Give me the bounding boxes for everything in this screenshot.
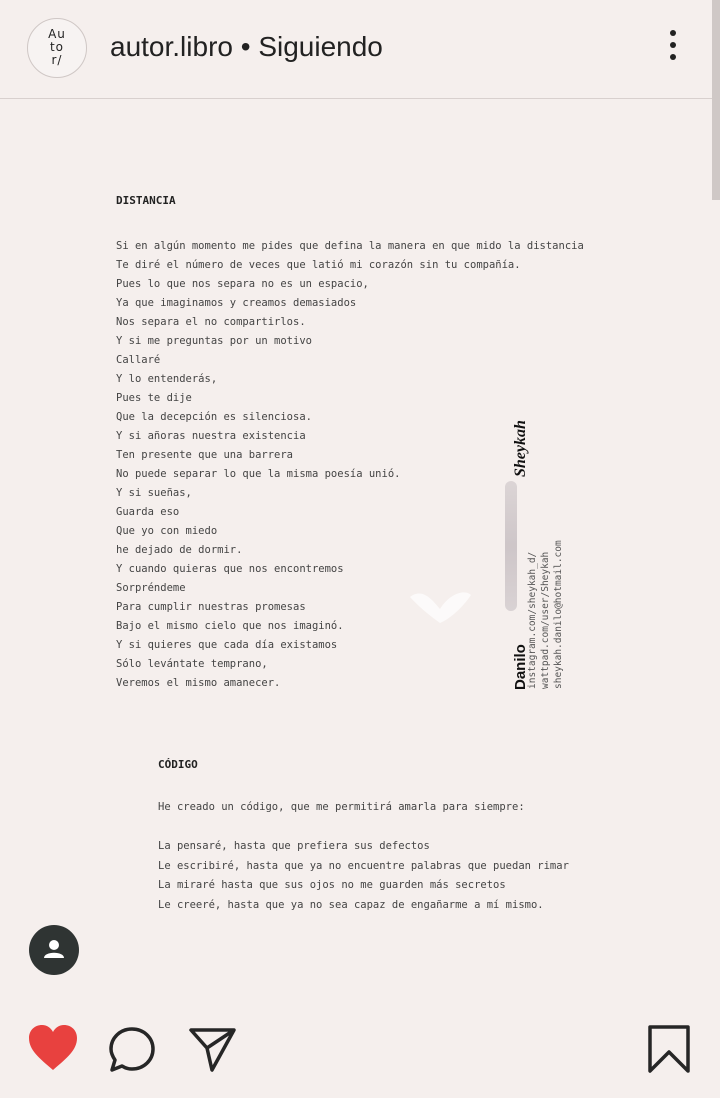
poem-line: Que la decepción es silenciosa. — [116, 411, 312, 423]
account-avatar[interactable] — [27, 18, 87, 78]
poem-line: Nos separa el no compartirlos. — [116, 316, 306, 328]
email-link: sheykah.danilo@hotmail.com — [553, 540, 564, 689]
poem-line: La pensaré, hasta que prefiera sus defectos — [158, 840, 430, 852]
poem-line: Si en algún momento me pides que defina la manera en que mido la distancia — [116, 240, 584, 252]
tagged-users-button[interactable] — [29, 925, 79, 975]
heart-icon[interactable] — [27, 1024, 79, 1077]
poem-line: Le escribiré, hasta que ya no encuentre palabras que puedan rimar — [158, 859, 569, 872]
poem-codigo — [158, 837, 569, 915]
signature-name: Danilo — [512, 644, 529, 690]
watermark-shape — [405, 585, 475, 625]
signature-links — [526, 540, 565, 689]
bookmark-icon[interactable] — [646, 1024, 692, 1079]
poem-line: Ya que imaginamos y creamos demasiados — [116, 297, 357, 309]
follow-status[interactable]: • Siguiendo — [240, 31, 383, 62]
poem-line: Sólo levántate temprano, — [116, 658, 268, 670]
poem-line: Te diré el número de veces que latió mi corazón sin tu compañía. — [116, 259, 521, 271]
avatar-line-3: r/ — [51, 53, 63, 67]
send-icon[interactable] — [188, 1026, 238, 1079]
post-image[interactable] — [0, 99, 720, 999]
poem-title-codigo: CÓDIGO — [158, 758, 198, 771]
poem-line: Y si me preguntas por un motivo — [116, 335, 312, 347]
poem-line: Y lo entenderás, — [116, 373, 218, 385]
poem-line: La miraré hasta que sus ojos no me guarden más secretos — [158, 879, 506, 891]
poem-line: Guarda eso — [116, 506, 180, 518]
poem-line: Ten presente que una barrera — [116, 449, 294, 461]
poem-line: Y si sueñas, — [116, 487, 192, 499]
poem-line: Le creeré, hasta que ya no sea capaz de engañarme a mí mismo. — [158, 898, 544, 911]
more-vertical-icon[interactable] — [666, 30, 680, 66]
poem-line: Pues te dije — [116, 392, 192, 404]
poem-line: Veremos el mismo amanecer. — [116, 677, 281, 689]
account-line — [110, 31, 383, 63]
poem-line: No puede separar lo que la misma poesía unió. — [116, 468, 401, 480]
action-bar — [0, 1000, 720, 1098]
instagram-link: instagram.com/sheykah_d/ — [527, 551, 538, 689]
avatar-line-1: Au — [48, 27, 66, 41]
blurred-region — [505, 481, 517, 611]
wattpad-link: wattpad.com/user/Sheykah — [540, 551, 551, 689]
poem-line: Pues lo que nos separa no es un espacio, — [116, 278, 369, 290]
poem-line: Sorpréndeme — [116, 582, 186, 594]
signature-handle: Sheykah — [512, 420, 529, 477]
post-header — [0, 0, 720, 99]
comment-icon[interactable] — [108, 1026, 158, 1079]
user-icon — [29, 925, 79, 975]
poem-line: Para cumplir nuestras promesas — [116, 601, 306, 613]
poem-line: Y si quieres que cada día existamos — [116, 639, 338, 651]
poem-line: Callaré — [116, 354, 161, 366]
poem-line: Bajo el mismo cielo que nos imaginó. — [116, 620, 344, 632]
poem-title-distancia: DISTANCIA — [116, 194, 176, 207]
poem-codigo-intro: He creado un código, que me permitirá amarla para siempre: — [158, 801, 525, 813]
poem-line: Y cuando quieras que nos encontremos — [116, 563, 344, 575]
poem-line: Que yo con miedo — [116, 525, 218, 537]
avatar-line-2: to — [49, 40, 65, 54]
poem-line: he dejado de dormir. — [116, 544, 243, 556]
account-name[interactable]: autor.libro — [110, 31, 233, 62]
poem-line: Y si añoras nuestra existencia — [116, 430, 306, 442]
